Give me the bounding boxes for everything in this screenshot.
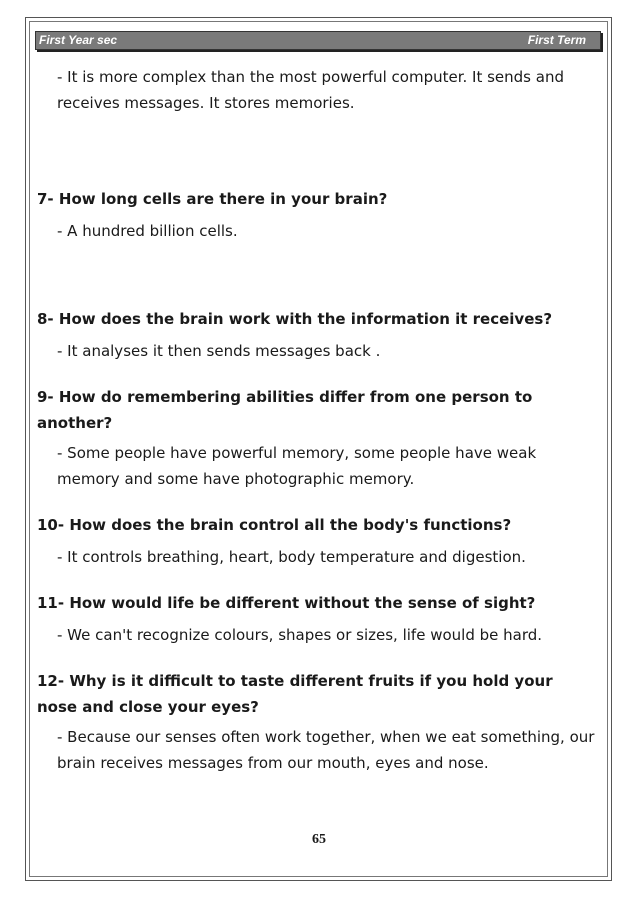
page-content — [37, 64, 597, 776]
answer-7: - A hundred billion cells. — [57, 222, 238, 240]
answer-6: - It is more complex than the most powerful computer. It sends and receives messages. It stores memories. — [57, 68, 564, 112]
question-11: 11- How would life be different without the sense of sight? — [37, 594, 536, 612]
header-left-text: First Year sec — [39, 33, 118, 47]
answer-12: - Because our senses often work together, when we eat something, our brain receives messages from our mouth, eyes and nose. — [57, 728, 595, 772]
answer-9: - Some people have powerful memory, some people have weak memory and some have photographic memory. — [57, 444, 537, 488]
header-right-text: First Term — [527, 33, 586, 47]
page-header — [35, 31, 601, 50]
question-10: 10- How does the brain control all the body's functions? — [37, 516, 512, 534]
answer-10: - It controls breathing, heart, body temperature and digestion. — [57, 548, 526, 566]
answer-8: - It analyses it then sends messages back . — [57, 342, 381, 360]
question-7: 7- How long cells are there in your brain? — [37, 190, 388, 208]
answer-11: - We can't recognize colours, shapes or sizes, life would be hard. — [57, 626, 543, 644]
page-number: 65 — [312, 832, 326, 847]
question-8: 8- How does the brain work with the information it receives? — [37, 310, 553, 328]
question-12: 12- Why is it difficult to taste different fruits if you hold your nose and close your eyes? — [37, 672, 553, 716]
question-9: 9- How do remembering abilities differ from one person to another? — [37, 388, 533, 432]
